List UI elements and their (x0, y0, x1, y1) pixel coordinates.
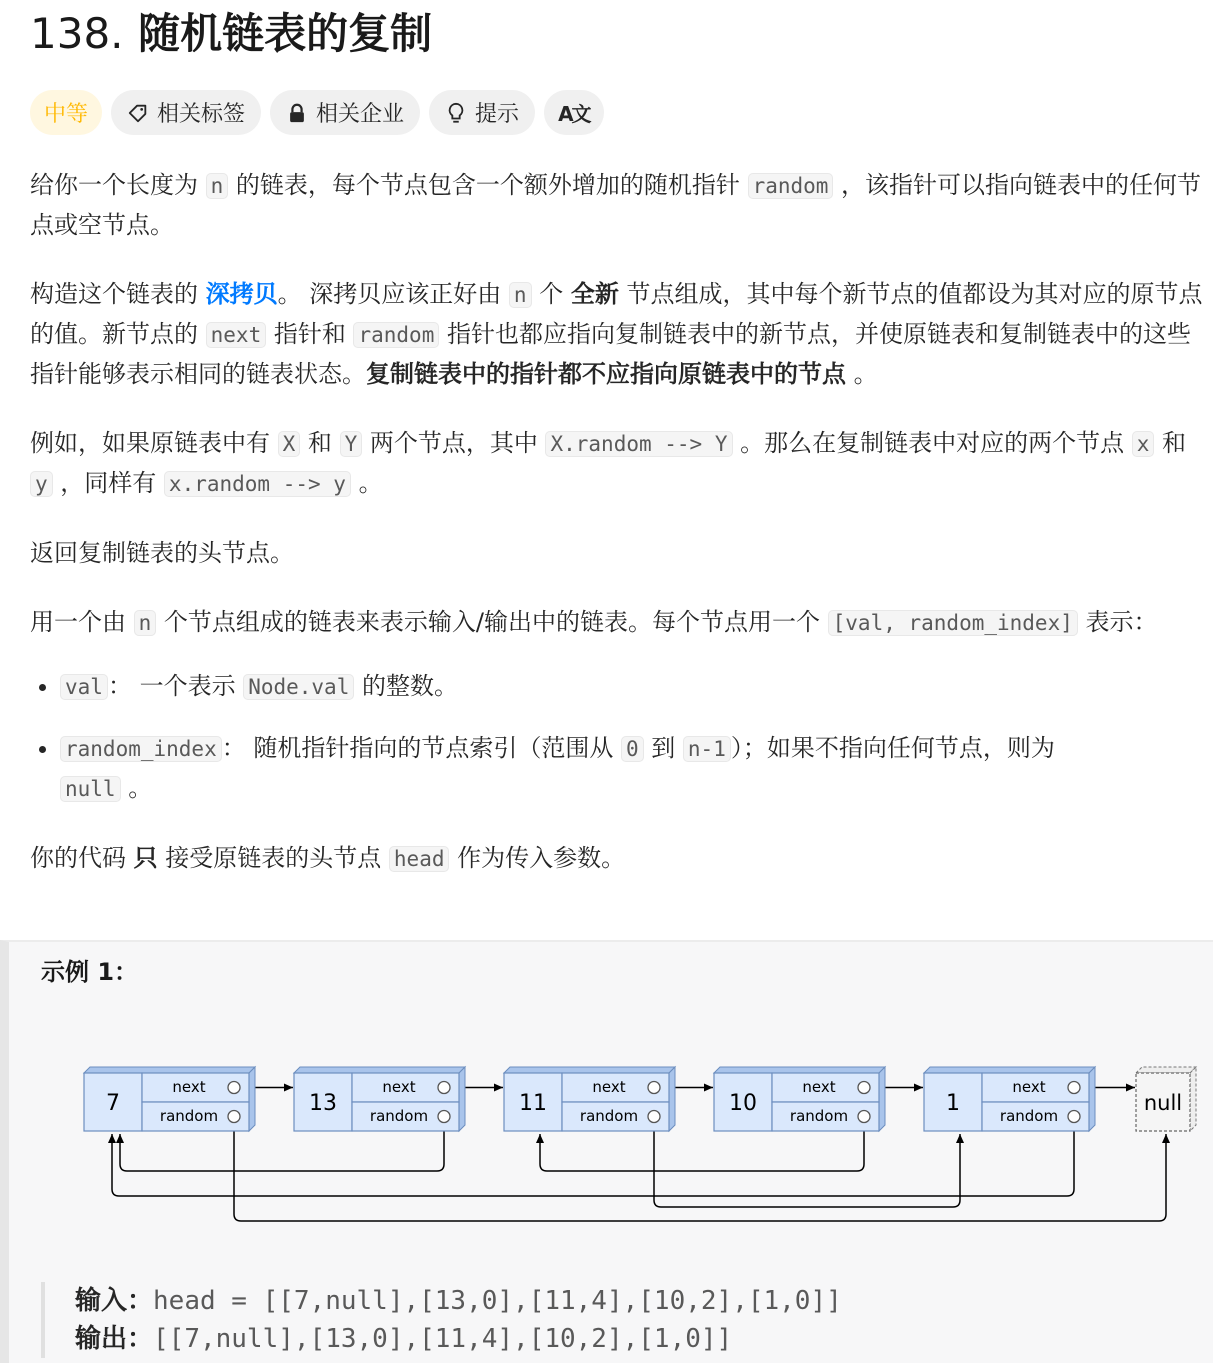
node-value: 11 (519, 1091, 547, 1116)
linked-list-diagram (69, 1057, 1213, 1227)
list-item: • val ： 一个表示 Node.val 的整数。 (60, 667, 1210, 707)
related-companies-button[interactable] (270, 90, 420, 135)
desc-paragraph-6: 你的代码 只 接受原链表的头节点 head 作为传入参数。 (30, 844, 626, 872)
problem-title: 随机链表的复制 (138, 9, 433, 58)
random-pointer (1068, 1111, 1080, 1123)
related-tags-button[interactable] (111, 90, 261, 135)
difficulty-badge (30, 90, 102, 135)
random-arrow (112, 1123, 1074, 1197)
next-pointer (648, 1082, 660, 1094)
null-label: null (1143, 1091, 1183, 1115)
page-title (30, 6, 432, 62)
list-node (84, 1067, 255, 1131)
example-io (41, 1282, 842, 1358)
next-label: next (382, 1078, 416, 1096)
related-companies-label: 相关企业 (316, 102, 405, 127)
random-label: random (999, 1107, 1059, 1125)
hint-label: 提示 (475, 102, 520, 127)
random-label: random (579, 1107, 639, 1125)
random-arrow (654, 1123, 960, 1208)
list-node (504, 1067, 675, 1131)
next-label: next (172, 1078, 206, 1096)
translate-icon: A文 (558, 102, 590, 126)
node-value: 13 (309, 1091, 337, 1116)
code-n: n (206, 173, 229, 199)
problem-description (30, 166, 1210, 909)
difficulty-label: 中等 (44, 102, 89, 127)
list-item: • random_index ： 随机指针指向的节点索引（范围从 0 到 n-1 ）；如果不指向任何节点，则为 null 。 (60, 729, 1210, 809)
node-value: 1 (946, 1091, 960, 1116)
random-pointer (438, 1111, 450, 1123)
node-value: 10 (729, 1091, 757, 1116)
code-n: n (509, 282, 532, 308)
desc-paragraph-5: 用一个由 n 个节点组成的链表来表示输入/输出中的链表。每个节点用一个 [val, random_index] 表示： (30, 608, 1158, 636)
code-next: next (206, 322, 267, 348)
list-node (714, 1067, 885, 1131)
example-output: 输出：[[7,null],[13,0],[11,4],[10,2],[1,0]] (75, 1324, 733, 1354)
desc-paragraph-1: 给你一个长度为 n 的链表，每个节点包含一个额外增加的随机指针 random ，该指针可以指向链表中的任何节点或空节点。 (30, 171, 1202, 239)
example-block (0, 940, 1213, 1363)
random-pointer (648, 1111, 660, 1123)
desc-paragraph-4: 返回复制链表的头节点。 (30, 539, 294, 567)
problem-number: 138. (30, 9, 124, 58)
next-label: next (802, 1078, 836, 1096)
random-label: random (369, 1107, 429, 1125)
translate-button[interactable] (544, 90, 603, 135)
next-pointer (438, 1082, 450, 1094)
next-label: next (592, 1078, 626, 1096)
related-tags-label: 相关标签 (157, 102, 246, 127)
desc-paragraph-3: 例如，如果原链表中有 X 和 Y 两个节点，其中 X.random --> Y 。那么在复制链表中对应的两个节点 x 和 y ，同样有 x.random --> y 。 (30, 429, 1187, 497)
lock-icon (286, 102, 308, 124)
code-random: random (353, 322, 439, 348)
random-label: random (789, 1107, 849, 1125)
random-pointer (228, 1111, 240, 1123)
lightbulb-icon (445, 102, 467, 124)
hint-button[interactable] (429, 90, 535, 135)
next-pointer (228, 1082, 240, 1094)
field-list (30, 667, 1210, 809)
next-label: next (1012, 1078, 1046, 1096)
next-pointer (858, 1082, 870, 1094)
example-title: 示例 1： (41, 958, 139, 986)
example-input: 输入：head = [[7,null],[13,0],[11,4],[10,2],[1,0]] (75, 1286, 842, 1316)
list-node (924, 1067, 1095, 1131)
problem-chips (30, 90, 604, 135)
desc-paragraph-2: 构造这个链表的 深拷贝。 深拷贝应该正好由 n 个 全新 节点组成，其中每个新节点的值都设为其对应的原节点的值。新节点的 next 指针和 random 指针也都应指向复制链表中的新节点，并使原链表和复制链表中的这些指针能够表示相同的链表状态。复制链表中的指针都不应指向原链表中的节点 。 (30, 280, 1203, 388)
random-label: random (159, 1107, 219, 1125)
tag-icon (127, 102, 149, 124)
null-node (1136, 1067, 1196, 1131)
code-random: random (748, 173, 834, 199)
deep-copy-link[interactable]: 深拷贝 (205, 280, 278, 308)
next-pointer (1068, 1082, 1080, 1094)
node-value: 7 (106, 1091, 120, 1116)
list-node (294, 1067, 465, 1131)
random-pointer (858, 1111, 870, 1123)
